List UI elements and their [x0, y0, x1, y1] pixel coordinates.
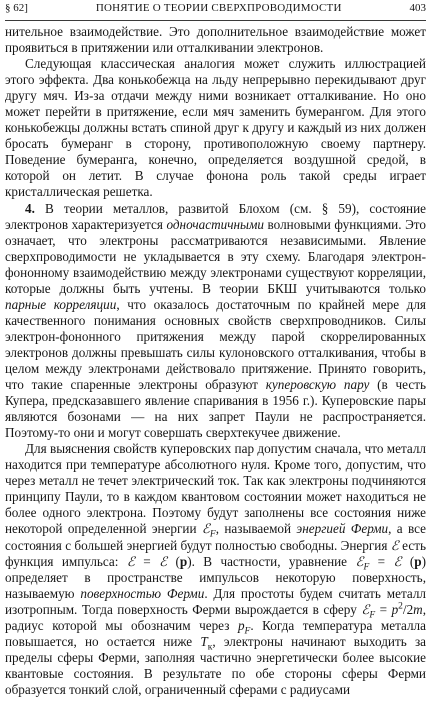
text-run: F [369, 610, 376, 621]
page-body [5, 24, 426, 698]
text-run: куперовскую пару [265, 377, 370, 393]
text-run: (в честь Купера, предсказавшего явление спаривания в 1956 г.). Куперовские пары являются бозонами — на них запрет Паули не распространяется. Поэтому-то они и могут совершать сверхтекучее движение. [5, 377, 426, 441]
text-run: , а все состояния с большей энергией будут полностью свободны. Энергия [5, 521, 426, 553]
text-run: поверхностью Ферми [80, 585, 205, 601]
paragraph [5, 201, 426, 442]
text-run: p [414, 553, 422, 569]
running-header [5, 2, 426, 21]
text-run: , радиус которой мы обозначим через [5, 601, 426, 633]
text-run: . Когда температура металла повышается, но остается ниже [5, 617, 426, 649]
text-run: p [391, 601, 399, 617]
text-run: F [209, 530, 216, 541]
text-run: ℰ [159, 553, 168, 569]
section-ref: § 62] [5, 2, 28, 14]
text-run: ) определяет в пространстве импульсов некоторую поверхность, называемую [5, 553, 426, 601]
text-run: ℰ [361, 601, 370, 617]
text-run: есть функция импульса: [5, 537, 426, 569]
text-run: m [413, 601, 423, 617]
text-run: T [200, 633, 208, 649]
text-run: Следующая классическая аналогия может служить иллюстрацией этого эффекта. Два конькобежца на льду непрерывно перекидывают друг другу мяч. Из-за отдачи между ними возникает отталкивание. Но оно может перейти в притяжение, если мяч заменить бумерангом. Для этого конькобежцы должны встать спиной друг к другу и каждый из них должен бросать бумеранг в сторону, противоположную своему партнеру. Поведение бумеранга, конечно, определяется воздушной средой, в которой он летит. В случае фонона роль такой среды играет кристаллическая решетка. [5, 56, 426, 200]
text-run: ( [401, 553, 415, 569]
text-run: ℰ [201, 521, 210, 537]
text-run: 2 [398, 601, 403, 612]
paragraph [5, 441, 426, 698]
page-number: 403 [409, 2, 426, 14]
paragraph [5, 24, 426, 56]
text-run: ). В частности, уравнение [187, 553, 356, 569]
text-run: парные корреляции [5, 296, 117, 312]
running-title: ПОНЯТИЕ О ТЕОРИИ СВЕРХПРОВОДИМОСТИ [95, 2, 342, 14]
text-run: , что оказалось достаточным по крайней мере для качественного понимания основных свойств сверхпроводников. Силы электрон-фононного притяжения между парой скоррелированных электронов должны превышать силы кулоновского отталкивания, чтобы в целом между электронами действовало притяжение. Принято говорить, что такие спаренные электроны образуют [5, 296, 426, 393]
text-run: ℰ [126, 553, 135, 569]
text-run: ℰ [390, 537, 399, 553]
text-run: F [244, 626, 251, 637]
text-run: В теории металлов, развитой Блохом (см. § 59), состояние электронов характеризуется [5, 200, 426, 232]
text-run: одночастичными [166, 216, 264, 232]
text-run: . Для простоты будем считать металл изотропным. Тогда поверхность Ферми вырождается в сферу [5, 585, 427, 617]
text-run: F [363, 562, 370, 573]
text-run: , электроны начинают выходить за пределы сферы Ферми, заполняя частично энергетически более высокие квантовые состояния. В результате по обе стороны сферы Ферми образуется тонкий слой, ограниченный сферами с радиусами [5, 633, 427, 697]
text-run: ℰ [393, 553, 402, 569]
text-run: Для выяснения свойств куперовских пар допустим сначала, что металл находится при температуре абсолютного нуля. Кроме того, допустим, что через металл не течет электрический ток. Так как электроны подчиняются принципу Паули, то в каждом квантовом состоянии может находиться не более одного электрона. Поэтому будут заполнены все состояния ниже некоторой определенной энергии [5, 441, 426, 537]
text-run: = [134, 553, 160, 569]
text-run: волновыми функциями. Это означает, что электроны рассматриваются независимыми. Явление сверхпроводимости не укладывается в эту схему. Благодаря электрон-фононному взаимодействию между электронами существуют корреляции, которые должны быть учтены. В теории БКШ учитываются только [5, 216, 426, 296]
text-run: ℰ [355, 553, 364, 569]
paragraph [5, 56, 426, 200]
text-run: p [179, 553, 188, 569]
text-run: = [375, 601, 392, 617]
text-run: = [369, 553, 394, 569]
text-run: p [237, 617, 245, 633]
text-run: ( [167, 553, 180, 569]
text-run: 4. [25, 200, 35, 216]
text-run: к [207, 642, 213, 653]
text-run: /2 [402, 601, 414, 617]
text-run: , называемой [215, 521, 297, 537]
text-run: нительное взаимодействие. Это дополнительное взаимодействие может проявиться в притяжении или отталкивании электронов. [5, 24, 426, 56]
text-run: энергией Ферми [296, 521, 389, 537]
